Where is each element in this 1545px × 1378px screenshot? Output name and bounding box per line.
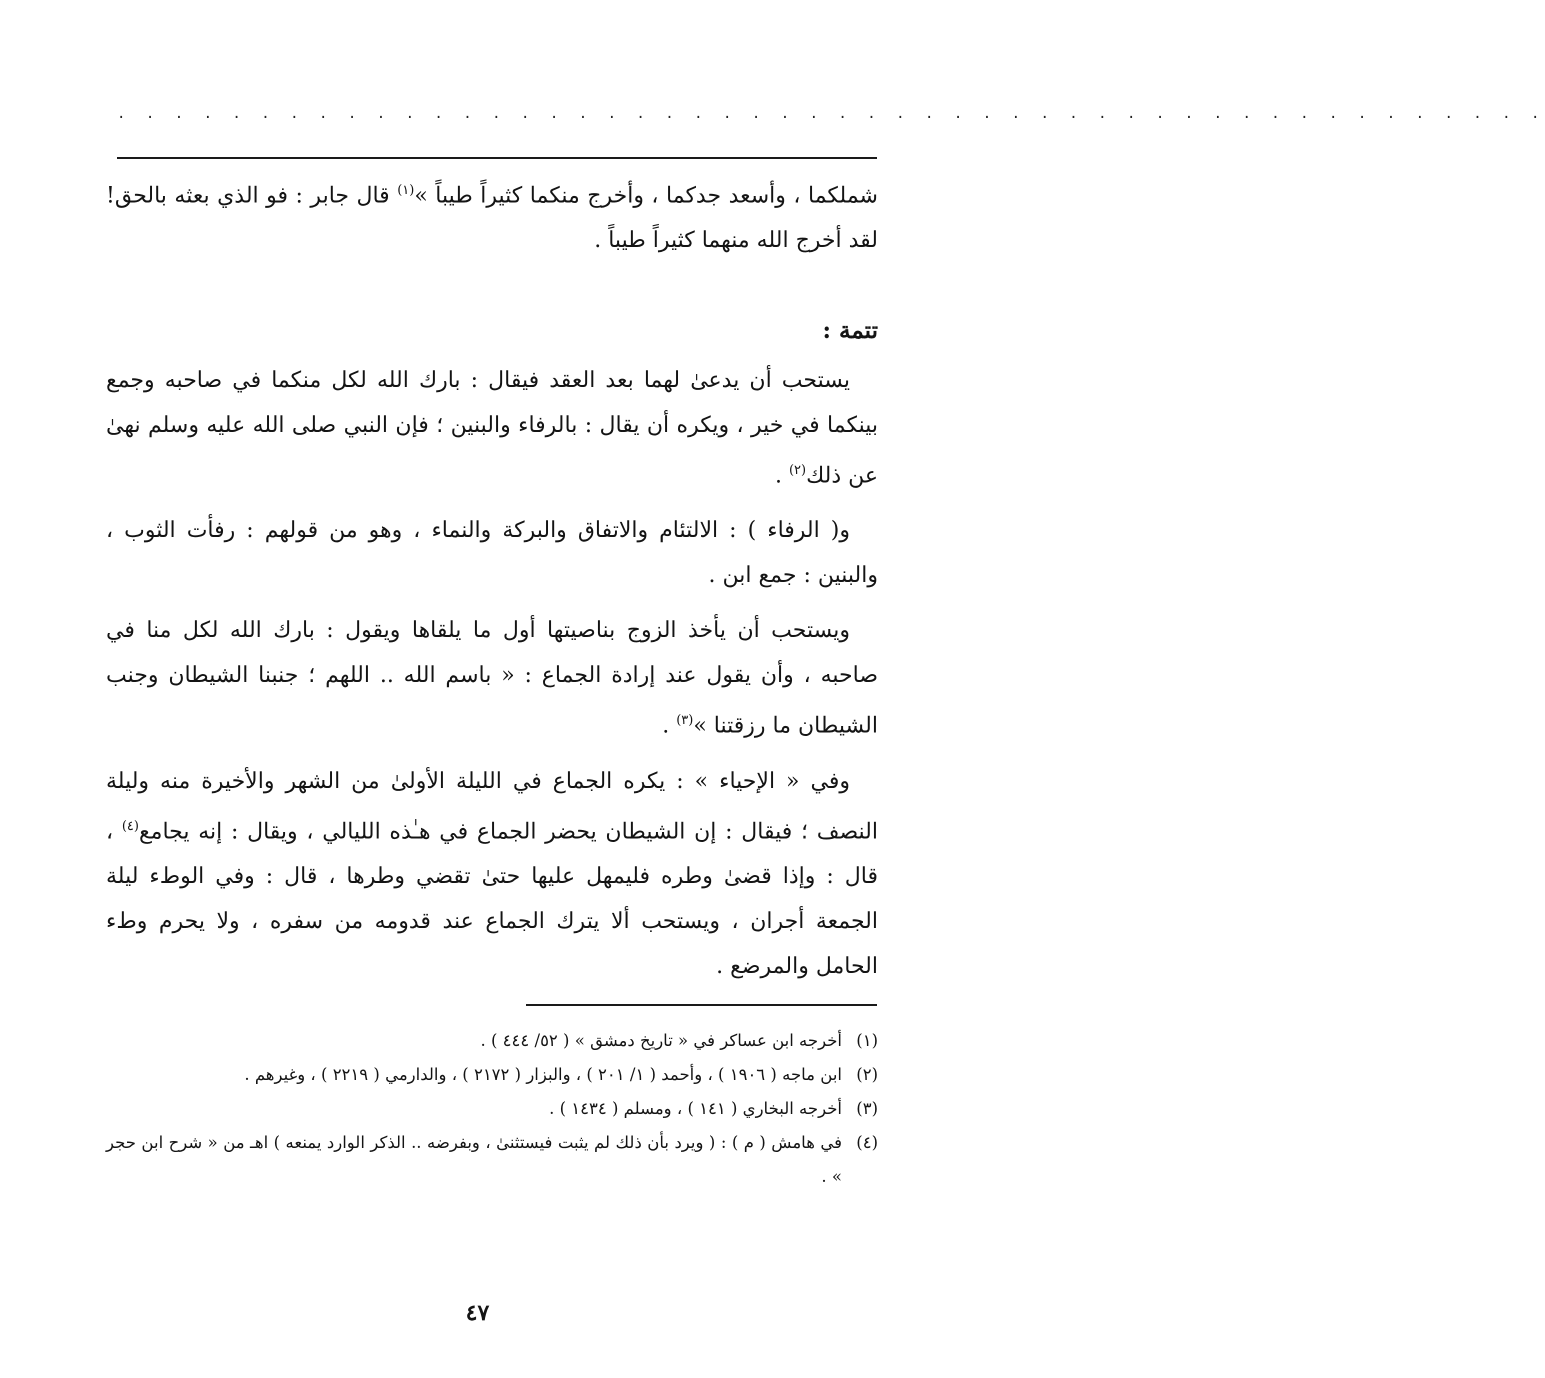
footnotes (106, 1024, 878, 1194)
paragraph-4 (106, 759, 878, 989)
footnote-text: ابن ماجه ( ١٩٠٦ ) ، وأحمد ( ١/ ٢٠١ ) ، والبزار ( ٢١٧٢ ) ، والدارمي ( ٢٢١٩ ) ، وغيرهم . (244, 1065, 842, 1084)
footnote-item (106, 1058, 878, 1092)
footnote-rule (526, 1004, 877, 1006)
paragraph-text-end: . (774, 463, 789, 489)
paragraph-text-end: . (662, 713, 677, 739)
section-body (106, 358, 878, 999)
footnote-item (106, 1092, 878, 1126)
paragraph-text: و( الرفاء ) : الالتئام والاتفاق والبركة والنماء ، وهو من قولهم : رفأت الثوب ، والبنين : جمع ابن . (106, 518, 878, 589)
paragraph-text: وفي « الإحياء » : يكره الجماع في الليلة الأولىٰ من الشهر والأخيرة منه وليلة النصف ؛ فيقال : إن الشيطان يحضر الجماع في هـٰذه الليالي ، ويقال : إنه يجامع (106, 768, 878, 844)
page-number: ٤٧ (465, 1300, 490, 1326)
paragraph-text: ويستحب أن يأخذ الزوج بناصيتها أول ما يلقاها ويقول : بارك الله لكل منا في صاحبه ، وأن يقول عند إرادة الجماع : « باسم الله .. اللهم ؛ جنبنا الشيطان وجنب الشيطان ما رزقتنا » (106, 618, 878, 739)
footnote-ref-2[interactable]: (٢) (788, 463, 807, 478)
footnote-ref-4[interactable]: (٤) (121, 818, 139, 834)
continued-text (106, 168, 878, 263)
footnote-item (106, 1024, 878, 1058)
paragraph-2 (106, 508, 878, 598)
footnote-ref-1[interactable]: (١) (397, 183, 415, 198)
header-rule (117, 157, 877, 159)
footnote-ref-3[interactable]: (٣) (676, 713, 694, 729)
intro-text-after: قال جابر : فو الذي بعثه بالحق! لقد أخرج الله منهما كثيراً طيباً . (106, 183, 878, 254)
paragraph-1 (106, 358, 878, 498)
section-heading: تتمة : (822, 317, 878, 344)
footnote-text: أخرجه ابن عساكر في « تاريخ دمشق » ( ٥٢/ ٤٤٤ ) . (480, 1031, 842, 1050)
header-dot-separator: . . . . . . . . . . . . . . . . . . . . . . . . . . . . . . . . . . . . . . . . . . . . . . . . . . (117, 106, 1545, 122)
intro-paragraph (106, 168, 878, 263)
footnote-text: في هامش ( م ) : ( ويرد بأن ذلك لم يثبت فيستثنىٰ ، وبفرضه .. الذكر الوارد يمنعه ) اهـ من « شرح ابن حجر » . (106, 1133, 842, 1186)
paragraph-text-end: ، قال : وإذا قضىٰ وطره فليمهل عليها حتىٰ تقضي وطرها ، قال : وفي الوطء ليلة الجمعة أجران ، ويستحب ألا يترك الجماع عند قدومه من سفره ، ولا يحرم وطء الحامل والمرضع . (106, 818, 878, 979)
footnote-item (106, 1126, 878, 1194)
paragraph-text: يستحب أن يدعىٰ لهما بعد العقد فيقال : بارك الله لكل منكما في صاحبه وجمع بينكما في خير ، ويكره أن يقال : بالرفاء والبنين ؛ فإن النبي صلى الله عليه وسلم نهىٰ عن ذلك (106, 368, 878, 489)
footnote-number: (٣) (856, 1099, 878, 1118)
intro-text-before: شملكما ، وأسعد جدكما ، وأخرج منكما كثيراً طيباً » (414, 183, 878, 209)
footnote-number: (٢) (856, 1065, 878, 1084)
paragraph-3 (106, 608, 878, 748)
footnote-number: (١) (856, 1031, 878, 1050)
footnote-number: (٤) (856, 1133, 878, 1152)
footnote-text: أخرجه البخاري ( ١٤١ ) ، ومسلم ( ١٤٣٤ ) . (549, 1099, 842, 1118)
